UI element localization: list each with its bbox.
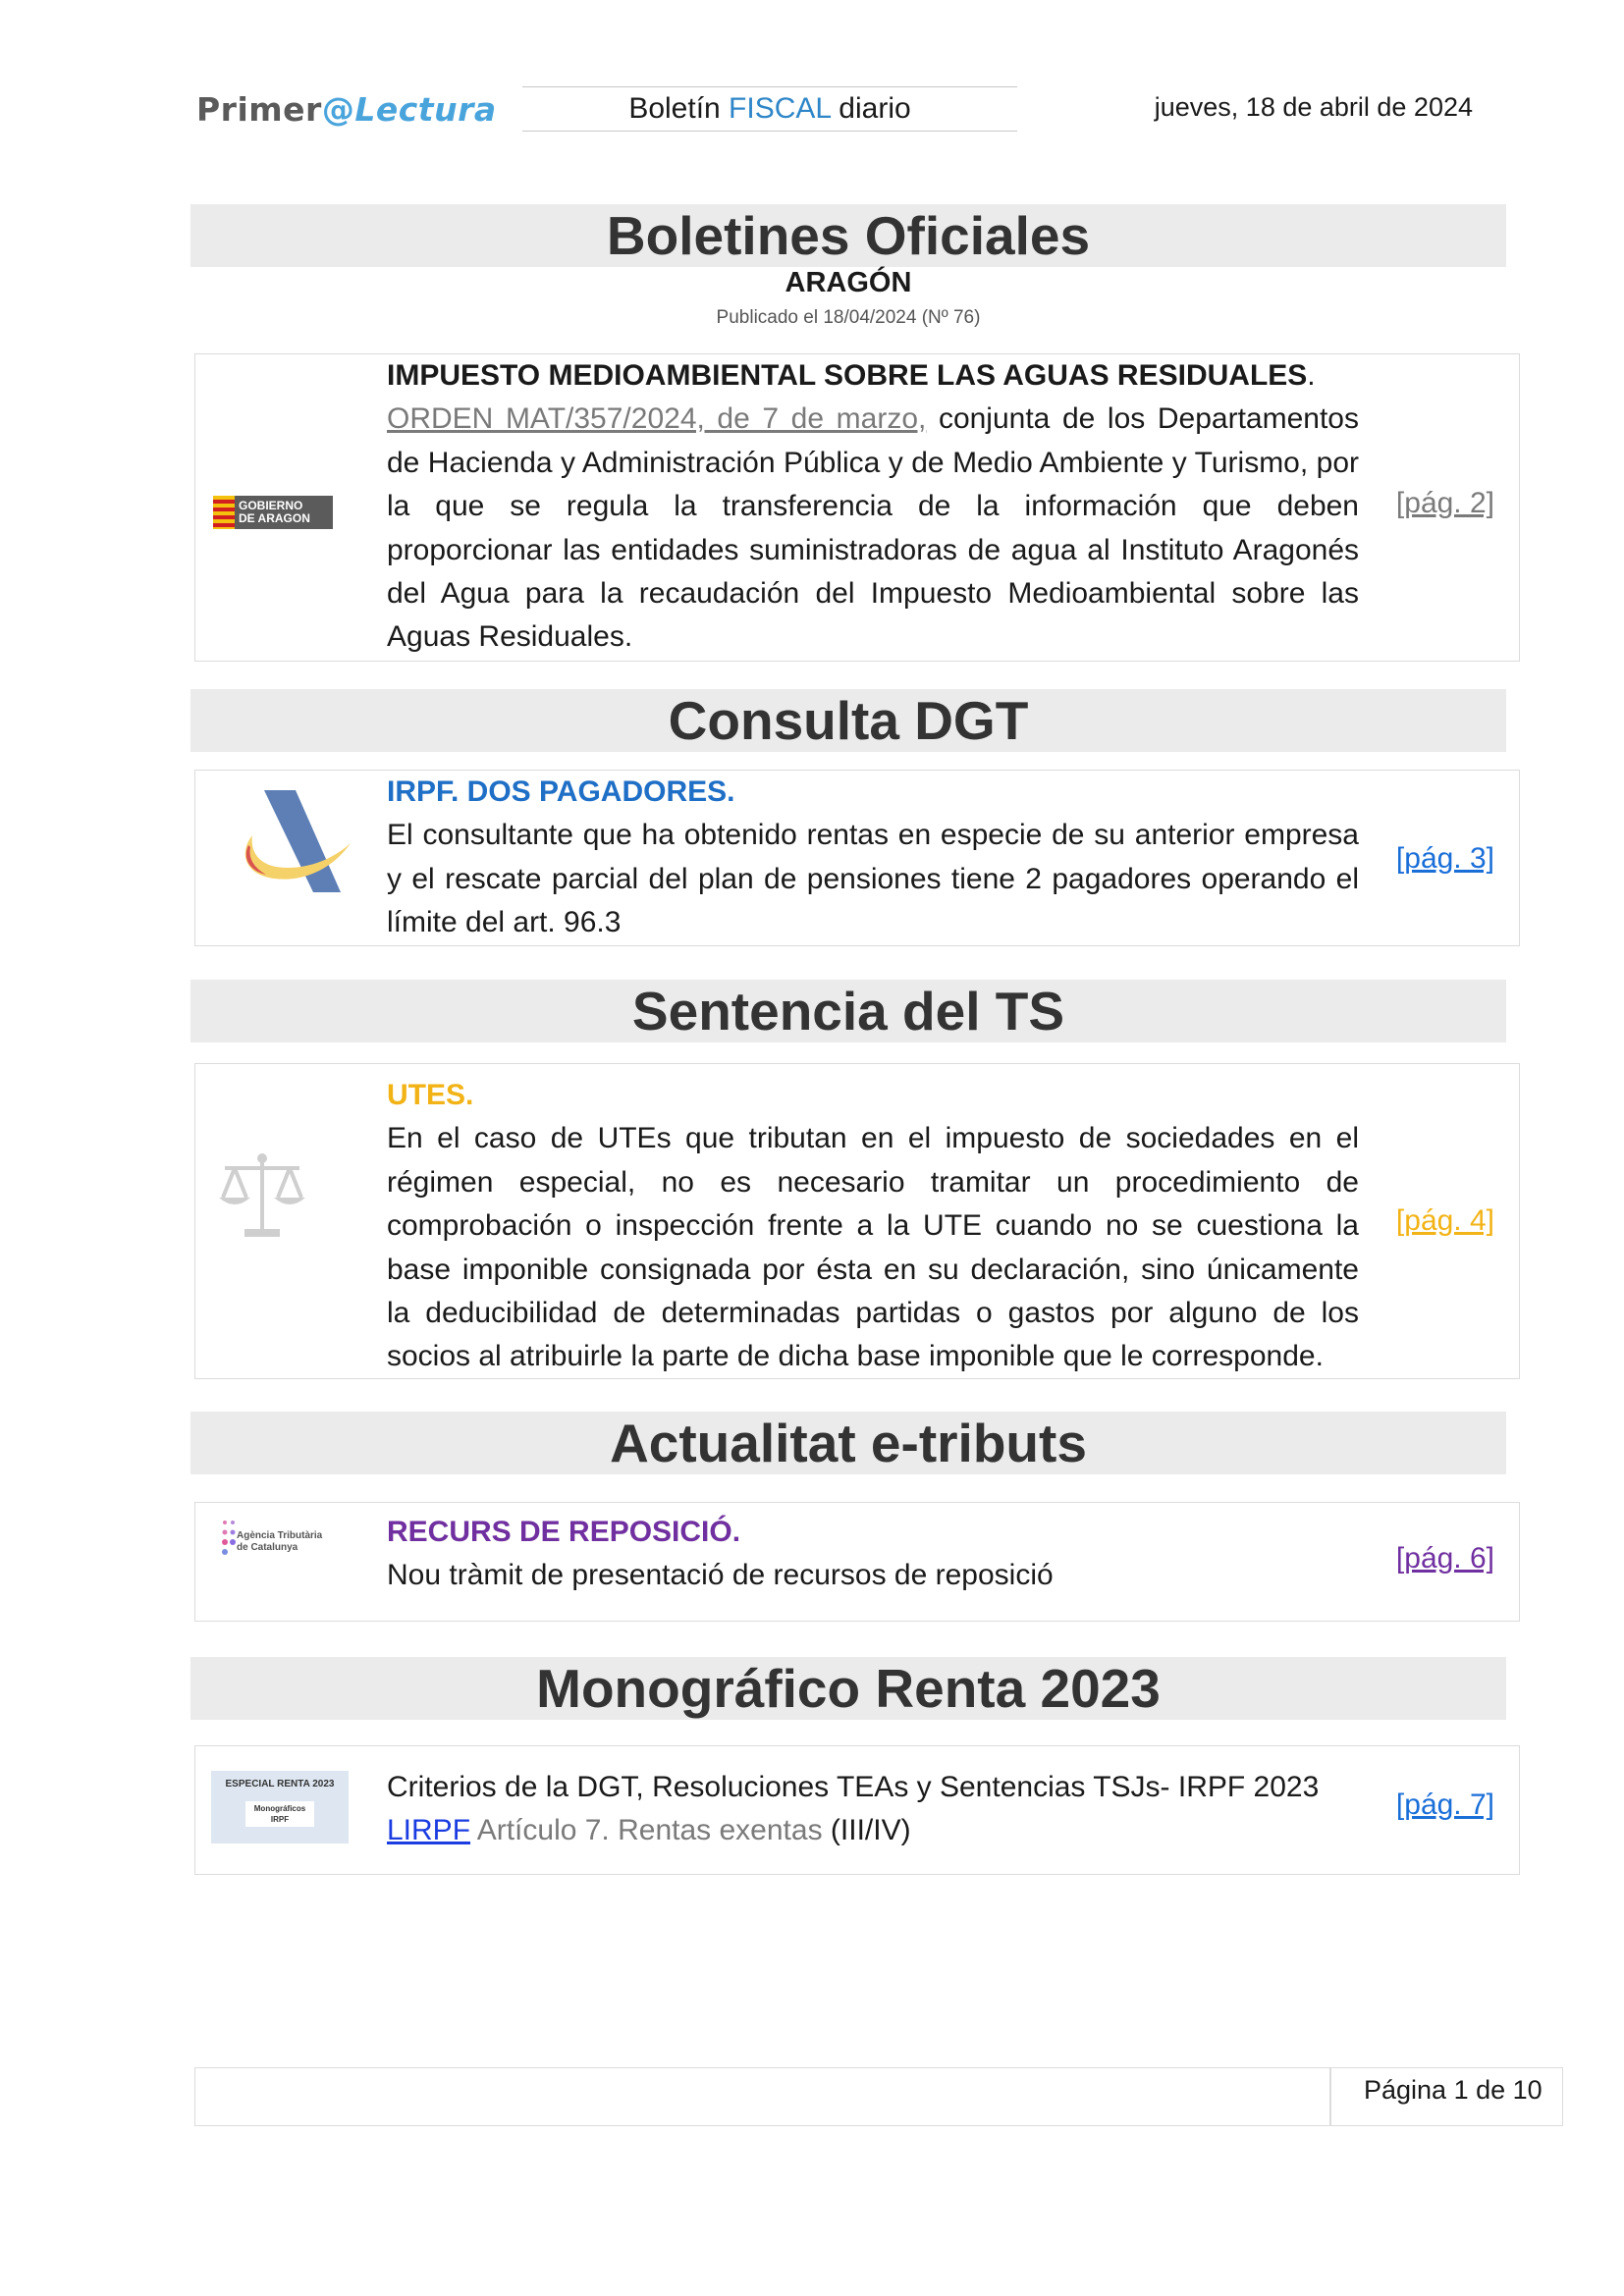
- logo-at: @: [321, 90, 355, 129]
- logo-part1: Primer: [196, 90, 322, 129]
- card-title: UTES.: [387, 1079, 474, 1111]
- footer-divider: [1329, 2068, 1331, 2125]
- card-text: [387, 1766, 1359, 1853]
- renta-thumb-text-1: ESPECIAL RENTA 2023: [225, 1779, 335, 1789]
- aragon-logo-text-1: GOBIERNO: [239, 499, 303, 512]
- card-body: conjunta de los Departamentos de Hacienda y Administración Pública y de Medio Ambiente y Turismo, por la que se regula la transferencia de la información que deben proporcionar las entidades suministradoras de agua al Instituto Aragonés del Agua para la recaudación del Impuesto Medioambiental sobre las Aguas Residuales.: [387, 402, 1359, 654]
- card-body: Nou tràmit de presentació de recursos de reposició: [387, 1559, 1054, 1592]
- header-date: jueves, 18 de abril de 2024: [1154, 92, 1473, 122]
- card-etributs: [194, 1502, 1520, 1622]
- atc-logo-text-1: Agència Tributària: [237, 1530, 323, 1541]
- card-text: [387, 354, 1359, 660]
- card-text: [387, 1511, 1359, 1598]
- article-suffix: (III/IV): [822, 1814, 911, 1847]
- card-dgt: [194, 770, 1520, 946]
- especial-renta-thumbnail-icon: [211, 1771, 349, 1843]
- orden-link[interactable]: ORDEN MAT/357/2024, de 7 de marzo,: [387, 402, 927, 436]
- card-title: RECURS DE REPOSICIÓ.: [387, 1516, 741, 1548]
- card-renta: [194, 1745, 1520, 1875]
- logo-part2: Lectura: [354, 90, 497, 129]
- card-line1: Criterios de la DGT, Resoluciones TEAs y Sentencias TSJs- IRPF 2023: [387, 1771, 1320, 1803]
- card-ts: [194, 1063, 1520, 1379]
- section-heading-dgt: Consulta DGT: [190, 689, 1506, 752]
- page-ref-link[interactable]: [pág. 7]: [1395, 1789, 1494, 1821]
- card-body: En el caso de UTEs que tributan en el impuesto de sociedades en el régimen especial, no es necesario tramitar un procedimiento de comprobación o inspección frente a la UTE cuando no se cuestiona la base imponible consignada por ésta en su declaración, sino únicamente la deducibilidad de determinadas partidas o gastos por alguno de los socios al atribuirle la parte de dicha base imponible que le corresponde.: [387, 1122, 1359, 1373]
- page-footer: [194, 2067, 1563, 2126]
- scales-of-justice-icon: [215, 1152, 309, 1241]
- renta-thumb-text-2: Monográficos: [253, 1804, 306, 1813]
- bulletin-title-highlight: FISCAL: [729, 92, 831, 125]
- primer-lectura-logo: [196, 90, 497, 129]
- page-number: Página 1 de 10: [1364, 2075, 1543, 2105]
- section-heading-etributs: Actualitat e-tributs: [190, 1412, 1506, 1474]
- region-heading: ARAGÓN: [785, 267, 912, 298]
- gobierno-aragon-logo-icon: [213, 496, 333, 529]
- page-ref-link[interactable]: [pág. 2]: [1395, 487, 1494, 519]
- card-text: [387, 771, 1359, 945]
- card-title-punct: .: [1307, 359, 1316, 392]
- bulletin-title-pre: Boletín: [628, 92, 730, 125]
- bulletin-title-post: diario: [830, 92, 911, 125]
- card-text: [387, 1074, 1359, 1379]
- page-ref-link[interactable]: [pág. 4]: [1395, 1204, 1494, 1237]
- atc-logo-text-2: de Catalunya: [237, 1542, 298, 1553]
- page-ref-link[interactable]: [pág. 3]: [1395, 842, 1494, 875]
- agencia-tributaria-logo-icon: [235, 784, 352, 892]
- bulletin-title: [522, 86, 1017, 132]
- card-boletin-aragon: [194, 353, 1520, 662]
- card-title: IMPUESTO MEDIOAMBIENTAL SOBRE LAS AGUAS RESIDUALES: [387, 359, 1308, 392]
- published-line: Publicado el 18/04/2024 (Nº 76): [716, 307, 981, 328]
- card-body: El consultante que ha obtenido rentas en especie de su anterior empresa y el rescate parcial del plan de pensiones tiene 2 pagadores operando el límite del art. 96.3: [387, 819, 1359, 939]
- renta-thumb-text-3: IRPF: [270, 1815, 290, 1824]
- section-heading-renta: Monográfico Renta 2023: [190, 1657, 1506, 1720]
- section-heading-boletines: Boletines Oficiales: [190, 204, 1506, 267]
- card-title: IRPF. DOS PAGADORES.: [387, 775, 735, 808]
- article-text: Artículo 7. Rentas exentas: [470, 1814, 823, 1847]
- agencia-tributaria-catalunya-logo-icon: [209, 1513, 333, 1560]
- aragon-logo-text-2: DE ARAGON: [239, 511, 310, 525]
- page-ref-link[interactable]: [pág. 6]: [1395, 1542, 1494, 1575]
- lirpf-link[interactable]: LIRPF: [387, 1814, 471, 1847]
- section-heading-ts: Sentencia del TS: [190, 980, 1506, 1042]
